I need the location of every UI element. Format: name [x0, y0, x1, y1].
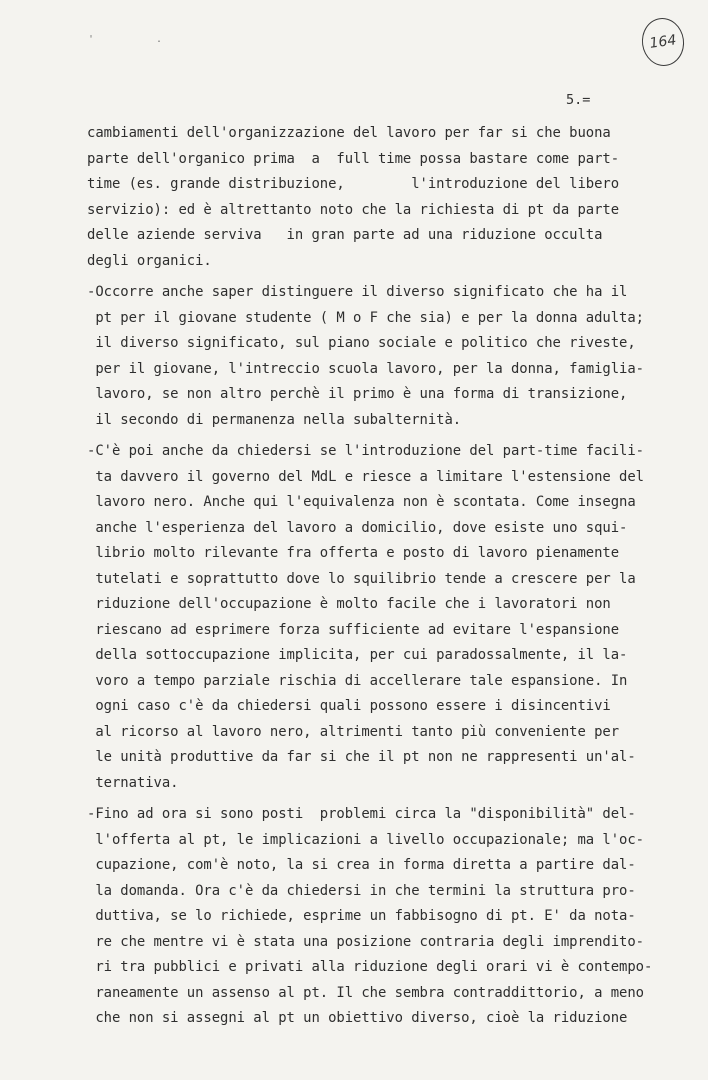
text-line: la domanda. Ora c'è da chiedersi in che termini la struttura pro- [87, 882, 636, 899]
text-line: ta davvero il governo del MdL e riesce a limitare l'estensione del [87, 468, 644, 485]
text-line: -Occorre anche saper distinguere il diverso significato che ha il [87, 284, 628, 300]
text-line: degli organici. [87, 252, 212, 269]
paragraph [87, 121, 657, 274]
text-line: riescano ad esprimere forza sufficiente ad evitare l'espansione [87, 621, 620, 638]
scan-specks: ' . [88, 34, 191, 45]
text-line: cupazione, com'è noto, la si crea in forma diretta a partire dal- [87, 857, 636, 873]
text-line: lavoro, se non altro perchè il primo è una forma di transizione, [87, 386, 628, 402]
text-line: della sottoccupazione implicita, per cui paradossalmente, il la- [87, 647, 628, 663]
text-line: ri tra pubblici e privati alla riduzione degli orari vi è contempo- [87, 959, 653, 975]
text-line: pt per il giovane studente ( M o F che sia) e per la donna adulta; [87, 309, 644, 326]
text-line: ogni caso c'è da chiedersi quali possono essere i disincentivi [87, 698, 611, 714]
text-line: librio molto rilevante fra offerta e posto di lavoro pienamente [87, 545, 620, 561]
text-line: tutelati e soprattutto dove lo squilibrio tende a crescere per la [87, 570, 636, 587]
text-line: raneamente un assenso al pt. Il che sembra contraddittorio, a meno [87, 984, 644, 1001]
text-line: il secondo di permanenza nella subalternità. [87, 411, 462, 428]
text-line: ternativa. [87, 774, 179, 791]
text-line: riduzione dell'occupazione è molto facile che i lavoratori non [87, 596, 611, 612]
text-line: per il giovane, l'intreccio scuola lavoro, per la donna, famiglia- [87, 360, 644, 377]
text-line: -Fino ad ora si sono posti problemi circa la "disponibilità" del- [87, 806, 636, 822]
text-line: cambiamenti dell'organizzazione del lavoro per far si che buona [87, 125, 611, 141]
text-line: delle aziende serviva in gran parte ad una riduzione occulta [87, 227, 603, 243]
paragraph [87, 280, 657, 433]
text-line: al ricorso al lavoro nero, altrimenti tanto più conveniente per [87, 723, 620, 740]
text-line: duttiva, se lo richiede, esprime un fabbisogno di pt. E' da nota- [87, 908, 636, 924]
text-line: le unità produttive da far si che il pt non ne rappresenti un'al- [87, 749, 636, 765]
paragraph [87, 802, 657, 1032]
document-body [87, 121, 657, 1032]
text-line: time (es. grande distribuzione, l'introduzione del libero [87, 176, 620, 192]
text-line: lavoro nero. Anche qui l'equivalenza non è scontata. Come insegna [87, 494, 636, 510]
text-line: anche l'esperienza del lavoro a domicilio, dove esiste uno squi- [87, 519, 628, 536]
text-line: re che mentre vi è stata una posizione contraria degli imprendito- [87, 933, 644, 950]
paragraph [87, 439, 657, 796]
page-number: 5.= [566, 92, 591, 108]
text-line: voro a tempo parziale rischia di accellerare tale espansione. In [87, 672, 628, 689]
text-line: l'offerta al pt, le implicazioni a livello occupazionale; ma l'oc- [87, 831, 644, 848]
text-line: -C'è poi anche da chiedersi se l'introduzione del part-time facili- [87, 443, 644, 459]
text-line: servizio): ed è altrettanto noto che la richiesta di pt da parte [87, 201, 620, 218]
text-line: il diverso significato, sul piano sociale e politico che riveste, [87, 335, 636, 351]
text-line: parte dell'organico prima a full time possa bastare come part- [87, 150, 620, 167]
handwritten-page-stamp: 164 [639, 15, 687, 68]
text-line: che non si assegni al pt un obiettivo diverso, cioè la riduzione [87, 1010, 628, 1026]
